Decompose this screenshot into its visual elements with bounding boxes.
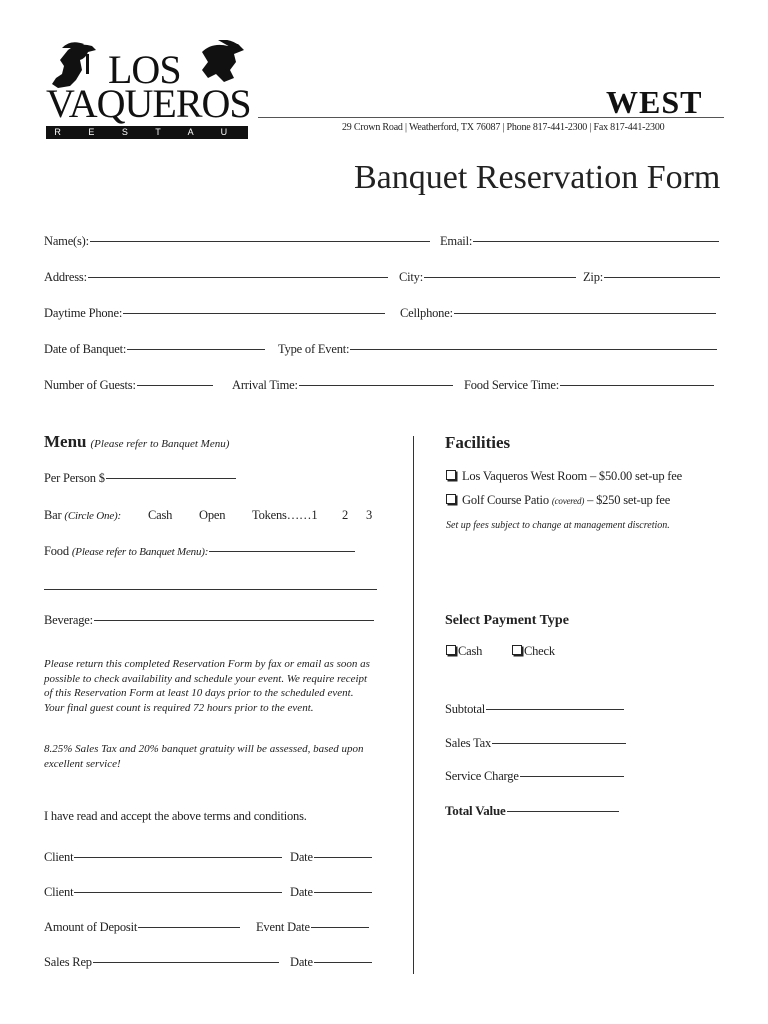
food-service-time-field[interactable] — [464, 378, 714, 393]
address-field[interactable] — [44, 270, 388, 285]
facility-option-west-room[interactable] — [446, 469, 682, 484]
golf-patio-fee: – $250 set-up fee — [587, 493, 671, 507]
sales-rep-field[interactable] — [44, 955, 279, 970]
check-label: Check — [524, 644, 555, 658]
cash-label: Cash — [458, 644, 483, 658]
payment-option-check[interactable] — [512, 644, 555, 659]
accept-terms-text: I have read and accept the above terms and conditions. — [44, 809, 307, 823]
golf-patio-note: (covered) — [551, 496, 585, 506]
sales-tax-label: Sales Tax — [445, 736, 492, 750]
per-person-label: Per Person $ — [44, 471, 105, 485]
bar-option-3[interactable]: 3 — [366, 508, 373, 522]
payment-heading: Select Payment Type — [445, 613, 569, 628]
cellphone-label: Cellphone: — [400, 306, 453, 320]
city-label: City: — [399, 270, 424, 284]
email-field[interactable] — [440, 234, 719, 249]
date-of-banquet-label: Date of Banquet: — [44, 342, 127, 356]
number-of-guests-field[interactable] — [44, 378, 213, 393]
amount-of-deposit-field[interactable] — [44, 920, 240, 935]
food-field[interactable] — [44, 544, 355, 559]
arrival-time-field[interactable] — [232, 378, 453, 393]
client-2-label: Client — [44, 885, 74, 899]
email-label: Email: — [440, 234, 473, 248]
client-1-field[interactable] — [44, 850, 282, 865]
date-1-field[interactable] — [290, 850, 372, 865]
bar-row — [44, 508, 121, 523]
date-3-field[interactable] — [290, 955, 372, 970]
payment-option-cash[interactable] — [446, 644, 482, 659]
logo-line1: LOS — [108, 47, 181, 92]
bar-note: (Circle One): — [64, 510, 121, 522]
sales-rep-label: Sales Rep — [44, 955, 92, 969]
zip-label: Zip: — [583, 270, 604, 284]
total-value-field[interactable] — [445, 803, 619, 819]
bar-option-2[interactable]: 2 — [342, 508, 349, 522]
date-2-field[interactable] — [290, 885, 372, 900]
header-rule — [258, 117, 724, 118]
daytime-phone-field[interactable] — [44, 306, 385, 321]
bar-option-tokens[interactable]: Tokens……1 — [252, 508, 318, 522]
terms-paragraph-2: 8.25% Sales Tax and 20% banquet gratuity will be assessed, based upon excellent service! — [44, 743, 364, 770]
cellphone-field[interactable] — [400, 306, 716, 321]
logo-line2: VAQUEROS — [46, 81, 251, 126]
city-field[interactable] — [399, 270, 576, 285]
zip-field[interactable] — [583, 270, 720, 285]
menu-heading: Menu — [44, 432, 87, 451]
beverage-field[interactable] — [44, 613, 374, 628]
facility-option-golf-patio[interactable] — [446, 493, 670, 508]
sales-tax-field[interactable] — [445, 736, 626, 751]
column-divider — [413, 436, 414, 974]
menu-heading-row — [44, 432, 229, 452]
amount-of-deposit-label: Amount of Deposit — [44, 920, 138, 934]
names-field[interactable] — [44, 234, 430, 249]
date-of-banquet-field[interactable] — [44, 342, 265, 357]
terms-paragraph-1: Please return this completed Reservation Form by fax or email as soon as possible to check availability and schedule your event. We require receipt of this Reservation Form at least 10 days prior to the scheduled event. Your final guest count is required 72 hours prior to the event. — [44, 658, 370, 714]
menu-note: (Please refer to Banquet Menu) — [90, 438, 230, 450]
logo-restaurant-bar: R E S T A U R A N T — [46, 126, 248, 139]
bar-option-open[interactable]: Open — [199, 508, 226, 522]
golf-patio-checkbox[interactable] — [446, 494, 456, 504]
service-charge-label: Service Charge — [445, 769, 519, 783]
bar-option-cash[interactable]: Cash — [148, 508, 173, 522]
address-label: Address: — [44, 270, 87, 284]
food-service-time-label: Food Service Time: — [464, 378, 560, 392]
date-2-label: Date — [290, 885, 313, 899]
cash-checkbox[interactable] — [446, 645, 456, 655]
event-date-label: Event Date — [256, 920, 310, 934]
address-line: 29 Crown Road | Weatherford, TX 76087 | Phone 817-441-2300 | Fax 817-441-2300 — [342, 122, 665, 133]
event-date-field[interactable] — [256, 920, 369, 935]
names-label: Name(s): — [44, 234, 89, 248]
arrival-time-label: Arrival Time: — [232, 378, 298, 392]
beverage-label: Beverage: — [44, 613, 93, 627]
total-value-label: Total Value — [445, 803, 506, 818]
west-room-checkbox[interactable] — [446, 470, 456, 480]
subtotal-label: Subtotal — [445, 702, 486, 716]
location-name: WEST — [606, 84, 703, 120]
food-label: Food — [44, 544, 69, 558]
food-extra-line[interactable] — [44, 589, 377, 590]
number-of-guests-label: Number of Guests: — [44, 378, 136, 392]
facilities-heading: Facilities — [445, 433, 511, 452]
page-title: Banquet Reservation Form — [354, 159, 721, 196]
date-3-label: Date — [290, 955, 313, 969]
food-note: (Please refer to Banquet Menu): — [71, 546, 209, 558]
west-room-label: Los Vaqueros West Room – $50.00 set-up fee — [462, 469, 682, 483]
check-checkbox[interactable] — [512, 645, 522, 655]
vaquero-figure-right-icon — [194, 40, 250, 86]
per-person-field[interactable] — [44, 471, 236, 486]
facilities-disclaimer: Set up fees subject to change at management discretion. — [446, 520, 670, 531]
client-2-field[interactable] — [44, 885, 282, 900]
service-charge-field[interactable] — [445, 769, 624, 784]
date-1-label: Date — [290, 850, 313, 864]
logo — [44, 38, 251, 150]
golf-patio-label: Golf Course Patio — [462, 493, 549, 507]
type-of-event-field[interactable] — [278, 342, 717, 357]
type-of-event-label: Type of Event: — [278, 342, 350, 356]
bar-label: Bar — [44, 508, 62, 522]
subtotal-field[interactable] — [445, 702, 624, 717]
daytime-phone-label: Daytime Phone: — [44, 306, 123, 320]
client-1-label: Client — [44, 850, 74, 864]
